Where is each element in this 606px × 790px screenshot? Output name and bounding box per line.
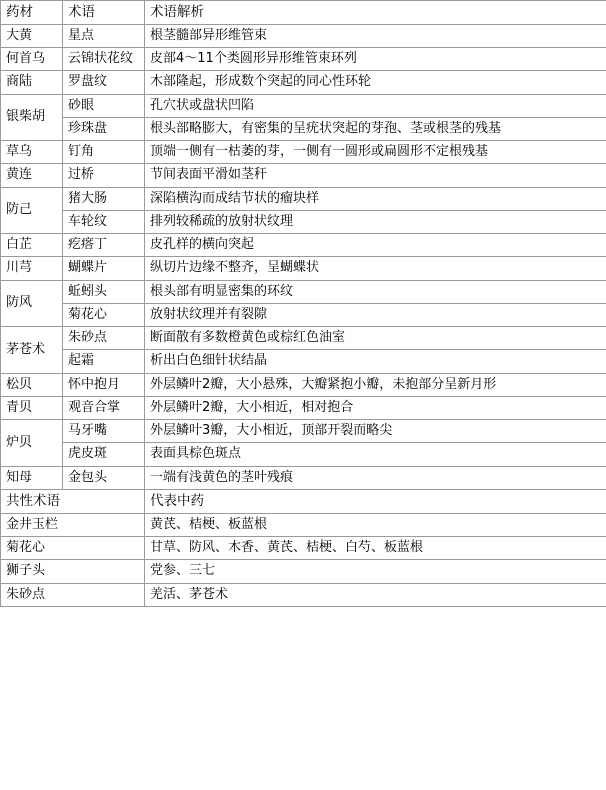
table-row <box>1 187 606 210</box>
table-row <box>1 583 606 606</box>
table-row <box>1 257 606 280</box>
cell-drug: 黄连 <box>1 164 63 187</box>
table-row <box>1 350 606 373</box>
cell-desc: 孔穴状或盘状凹陷 <box>145 94 606 117</box>
table-row <box>1 513 606 536</box>
cell-desc: 根茎髓部异形维管束 <box>145 24 606 47</box>
table-row <box>1 141 606 164</box>
cell-drug: 白芷 <box>1 234 63 257</box>
section-header-drug: 代表中药 <box>145 489 606 513</box>
section-header-row <box>1 489 606 513</box>
cell-drug: 炉贝 <box>1 420 63 467</box>
cell-term: 金井玉栏 <box>1 513 145 536</box>
cell-term: 金包头 <box>63 466 145 489</box>
table-row <box>1 420 606 443</box>
cell-term: 云锦状花纹 <box>63 48 145 71</box>
cell-drug: 青贝 <box>1 396 63 419</box>
cell-drug: 川芎 <box>1 257 63 280</box>
cell-desc: 顶端一侧有一枯萎的芽，一侧有一圆形或扁圆形不定根残基 <box>145 141 606 164</box>
cell-desc: 党参、三七 <box>145 560 606 583</box>
table-row <box>1 234 606 257</box>
cell-desc: 断面散有多数橙黄色或棕红色油室 <box>145 327 606 350</box>
table-row <box>1 117 606 140</box>
table-row <box>1 560 606 583</box>
cell-desc: 节间表面平滑如茎秆 <box>145 164 606 187</box>
table-row <box>1 537 606 560</box>
cell-drug: 防风 <box>1 280 63 327</box>
cell-drug: 知母 <box>1 466 63 489</box>
table-row <box>1 71 606 94</box>
cell-desc: 根头部略膨大，有密集的呈疣状突起的芽孢、茎或根茎的残基 <box>145 117 606 140</box>
cell-desc: 排列较稀疏的放射状纹理 <box>145 210 606 233</box>
cell-drug: 茅苍术 <box>1 327 63 374</box>
cell-term: 蝴蝶片 <box>63 257 145 280</box>
cell-term: 星点 <box>63 24 145 47</box>
table-row <box>1 466 606 489</box>
table-row <box>1 94 606 117</box>
cell-desc: 放射状纹理并有裂隙 <box>145 303 606 326</box>
cell-desc: 外层鳞叶2瓣，大小悬殊，大瓣紧抱小瓣，未抱部分呈新月形 <box>145 373 606 396</box>
table-row <box>1 396 606 419</box>
cell-desc: 一端有浅黄色的茎叶残痕 <box>145 466 606 489</box>
table-body <box>1 1 606 607</box>
table-row <box>1 210 606 233</box>
cell-desc: 纵切片边缘不整齐，呈蝴蝶状 <box>145 257 606 280</box>
cell-drug: 防己 <box>1 187 63 234</box>
cell-desc: 皮孔样的横向突起 <box>145 234 606 257</box>
cell-term: 猪大肠 <box>63 187 145 210</box>
cell-term: 车轮纹 <box>63 210 145 233</box>
cell-term: 过桥 <box>63 164 145 187</box>
cell-drug: 草乌 <box>1 141 63 164</box>
cell-term: 观音合掌 <box>63 396 145 419</box>
cell-desc: 根头部有明显密集的环纹 <box>145 280 606 303</box>
cell-desc: 皮部4～11个类圆形异形维管束环列 <box>145 48 606 71</box>
cell-term: 朱砂点 <box>63 327 145 350</box>
cell-desc: 外层鳞叶2瓣，大小相近，相对抱合 <box>145 396 606 419</box>
cell-term: 罗盘纹 <box>63 71 145 94</box>
cell-term: 砂眼 <box>63 94 145 117</box>
section-header-term: 共性术语 <box>1 489 145 513</box>
table-row <box>1 303 606 326</box>
cell-term: 疙瘩丁 <box>63 234 145 257</box>
cell-term: 起霜 <box>63 350 145 373</box>
cell-term: 朱砂点 <box>1 583 145 606</box>
table-row <box>1 164 606 187</box>
cell-drug: 何首乌 <box>1 48 63 71</box>
table-row <box>1 373 606 396</box>
cell-desc: 外层鳞叶3瓣，大小相近，顶部开裂而略尖 <box>145 420 606 443</box>
cell-desc: 析出白色细针状结晶 <box>145 350 606 373</box>
cell-desc: 表面具棕色斑点 <box>145 443 606 466</box>
table-row <box>1 48 606 71</box>
cell-drug: 商陆 <box>1 71 63 94</box>
cell-term: 钉角 <box>63 141 145 164</box>
cell-drug: 银柴胡 <box>1 94 63 141</box>
table-header-row <box>1 1 606 25</box>
table-row <box>1 327 606 350</box>
cell-term: 马牙嘴 <box>63 420 145 443</box>
table-row <box>1 24 606 47</box>
cell-desc: 甘草、防风、木香、黄芪、桔梗、白芍、板蓝根 <box>145 537 606 560</box>
cell-term: 珍珠盘 <box>63 117 145 140</box>
cell-desc: 木部隆起，形成数个突起的同心性环轮 <box>145 71 606 94</box>
cell-drug: 大黄 <box>1 24 63 47</box>
cell-desc: 羌活、茅苍术 <box>145 583 606 606</box>
header-drug: 药材 <box>1 1 63 25</box>
cell-term: 狮子头 <box>1 560 145 583</box>
cell-drug: 松贝 <box>1 373 63 396</box>
header-desc: 术语解析 <box>145 1 606 25</box>
cell-desc: 深陷横沟而成结节状的瘤块样 <box>145 187 606 210</box>
cell-term: 菊花心 <box>1 537 145 560</box>
cell-term: 蚯蚓头 <box>63 280 145 303</box>
cell-term: 菊花心 <box>63 303 145 326</box>
cell-term: 怀中抱月 <box>63 373 145 396</box>
cell-desc: 黄芪、桔梗、板蓝根 <box>145 513 606 536</box>
cell-term: 虎皮斑 <box>63 443 145 466</box>
header-term: 术语 <box>63 1 145 25</box>
table-row <box>1 280 606 303</box>
table-row <box>1 443 606 466</box>
